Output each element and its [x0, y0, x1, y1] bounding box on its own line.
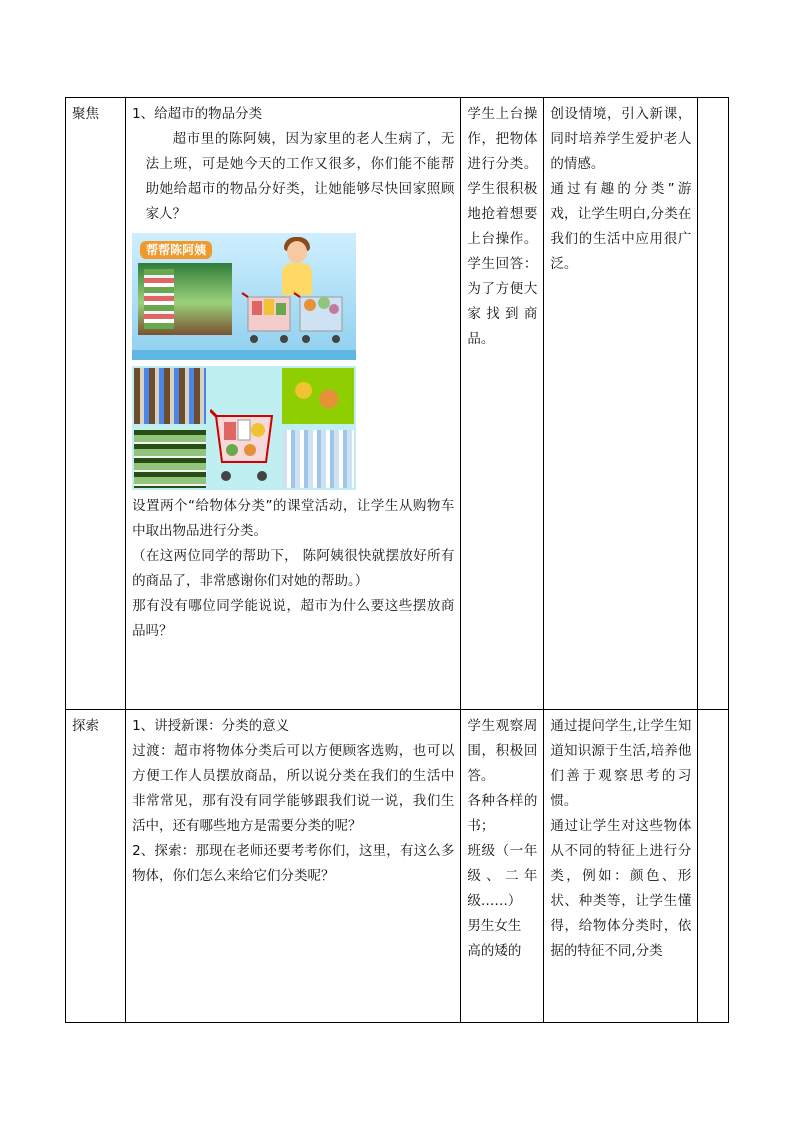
transition-paragraph: 过渡：超市将物体分类后可以方便顾客选购，也可以方便工作人员摆放商品，所以说分类在我们的生活中非常常见，那有没有同学能够跟我们说一说，我们生活中，还有哪些地方是需要分类的呢？	[132, 743, 455, 834]
design-intent-text: 创设情境，引入新课，同时培养学生爱护老人的情感。	[550, 106, 692, 172]
fruit-photo	[282, 368, 354, 424]
lesson-plan-table	[65, 97, 729, 1023]
table-row	[66, 98, 729, 710]
shelves-photo	[282, 430, 354, 488]
content-cell	[126, 710, 461, 1023]
sorting-illustration	[132, 366, 356, 490]
help-auntie-illustration	[132, 233, 356, 360]
student-activity-text: 各种各样的书；	[467, 793, 538, 834]
design-intent-text: 通过有趣的分类”游戏，让学生明白,分类在我们的生活中应用很广泛。	[550, 181, 692, 272]
stage-cell	[66, 98, 126, 710]
student-activity-cell	[461, 98, 544, 710]
story-paragraph: 超市里的陈阿姨，因为家里的老人生病了，无法上班，可是她今天的工作又很多，你们能不能帮助她给超市的物品分好类，让她能够尽快回家照顾家人？	[145, 131, 455, 222]
extra-cell	[698, 710, 729, 1023]
student-activity-text: 高的矮的	[467, 943, 522, 959]
design-intent-text: 通过提问学生,让学生知道知识源于生活,培养他们善于观察思考的习惯。	[550, 718, 692, 809]
student-activity-text: 班级（一年级、二年级……）	[467, 843, 538, 909]
stage-label: 聚焦	[72, 106, 99, 122]
auntie-chen-figure	[287, 241, 307, 263]
table-row	[66, 710, 729, 1023]
shelf-photo	[144, 269, 174, 329]
illustration-banner: 帮帮陈阿姨	[140, 241, 212, 259]
design-intent-text: 通过让学生对这些物体从不同的特征上进行分类，例如：颜色、形状、种类等，让学生懂得，给物体分类时，依据的特征不同,分类	[550, 818, 692, 959]
activity-description: 设置两个“给物体分类”的课堂活动，让学生从购物车中取出物品进行分类。	[132, 498, 455, 539]
student-activity-text: 男生女生	[467, 918, 522, 934]
shopping-cart-icon	[210, 406, 280, 488]
section-heading: 1、讲授新课：分类的意义	[132, 718, 290, 734]
vegetables-photo	[134, 430, 206, 488]
student-activity-cell	[461, 710, 544, 1023]
stage-cell	[66, 710, 126, 1023]
content-cell	[126, 98, 461, 710]
stage-label: 探索	[72, 718, 99, 734]
shopping-cart-icon	[240, 291, 350, 351]
explore-paragraph: 2、探索：那现在老师还要考考你们，这里，有这么多物体，你们怎么来给它们分类呢？	[132, 843, 455, 884]
student-activity-text: 学生上台操作，把物体进行分类。学生很积极地抢着想要上台操作。学生回答：为了方便大家找到商品。	[467, 106, 538, 347]
goods-photo	[134, 368, 206, 424]
teacher-remark: （在这两位同学的帮助下， 陈阿姨很快就摆放好所有的商品了，非常感谢你们对她的帮助。）	[132, 548, 455, 589]
teacher-question: 那有没有哪位同学能说说，超市为什么要这些摆放商品吗？	[132, 598, 455, 639]
design-intent-cell	[544, 710, 698, 1023]
section-heading: 1、给超市的物品分类	[132, 106, 263, 122]
design-intent-cell	[544, 98, 698, 710]
extra-cell	[698, 98, 729, 710]
student-activity-text: 学生观察周围，积极回答。	[467, 718, 538, 784]
